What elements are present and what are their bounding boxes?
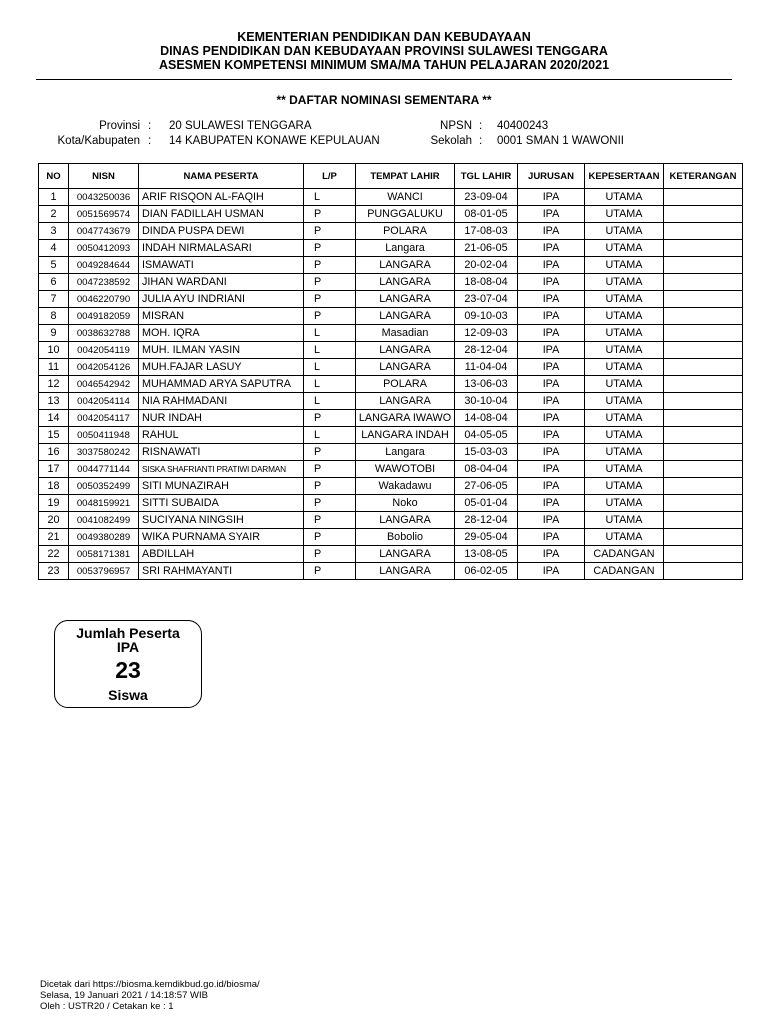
table-row xyxy=(39,563,743,580)
cell-keterangan xyxy=(664,376,743,393)
cell-keterangan xyxy=(664,206,743,223)
cell-no: 15 xyxy=(39,427,69,444)
cell-lp: P xyxy=(304,478,356,495)
cell-kepesertaan: UTAMA xyxy=(585,189,664,206)
cell-nisn: 0049284644 xyxy=(69,257,139,274)
kota-value: 14 KABUPATEN KONAWE KEPULAUAN xyxy=(169,135,380,147)
cell-no: 10 xyxy=(39,342,69,359)
cell-nama: ISMAWATI xyxy=(139,257,304,274)
cell-keterangan xyxy=(664,495,743,512)
cell-lp: L xyxy=(304,359,356,376)
footer-source: Dicetak dari https://biosma.kemdikbud.go.id/biosma/ xyxy=(40,979,260,990)
cell-tgl-lahir: 30-10-04 xyxy=(455,393,518,410)
cell-jurusan: IPA xyxy=(518,308,585,325)
cell-jurusan: IPA xyxy=(518,478,585,495)
cell-lp: P xyxy=(304,512,356,529)
cell-kepesertaan: UTAMA xyxy=(585,495,664,512)
cell-tempat-lahir: LANGARA xyxy=(356,393,455,410)
npsn-colon: : xyxy=(479,120,483,132)
cell-nama: MISRAN xyxy=(139,308,304,325)
cell-tempat-lahir: Masadian xyxy=(356,325,455,342)
col-header-kepesertaan: KEPESERTAAN xyxy=(585,164,664,189)
cell-nama: JULIA AYU INDRIANI xyxy=(139,291,304,308)
col-header-nisn: NISN xyxy=(69,164,139,189)
cell-tempat-lahir: LANGARA xyxy=(356,359,455,376)
col-header-lp: L/P xyxy=(304,164,356,189)
cell-kepesertaan: CADANGAN xyxy=(585,563,664,580)
cell-nama: SITI MUNAZIRAH xyxy=(139,478,304,495)
cell-nama: RAHUL xyxy=(139,427,304,444)
header-exam: ASESMEN KOMPETENSI MINIMUM SMA/MA TAHUN PELAJARAN 2020/2021 xyxy=(158,58,610,72)
cell-nisn: 0049182059 xyxy=(69,308,139,325)
cell-jurusan: IPA xyxy=(518,512,585,529)
cell-no: 20 xyxy=(39,512,69,529)
cell-tgl-lahir: 04-05-05 xyxy=(455,427,518,444)
table-row xyxy=(39,325,743,342)
cell-no: 8 xyxy=(39,308,69,325)
cell-lp: P xyxy=(304,240,356,257)
cell-tgl-lahir: 14-08-04 xyxy=(455,410,518,427)
page-title: ** DAFTAR NOMINASI SEMENTARA ** xyxy=(276,93,492,107)
cell-keterangan xyxy=(664,223,743,240)
provinsi-value: 20 SULAWESI TENGGARA xyxy=(169,120,312,132)
cell-keterangan xyxy=(664,427,743,444)
table-row xyxy=(39,206,743,223)
cell-tgl-lahir: 05-01-04 xyxy=(455,495,518,512)
cell-nisn: 0046542942 xyxy=(69,376,139,393)
npsn-value: 40400243 xyxy=(497,120,549,132)
cell-tempat-lahir: LANGARA IWAWO xyxy=(356,410,455,427)
cell-keterangan xyxy=(664,563,743,580)
table-row xyxy=(39,495,743,512)
cell-tgl-lahir: 11-04-04 xyxy=(455,359,518,376)
cell-keterangan xyxy=(664,444,743,461)
cell-nisn: 0053796957 xyxy=(69,563,139,580)
cell-nisn: 0046220790 xyxy=(69,291,139,308)
footer-timestamp: Selasa, 19 Januari 2021 / 14:18:57 WIB xyxy=(40,990,208,1001)
cell-no: 7 xyxy=(39,291,69,308)
cell-kepesertaan: UTAMA xyxy=(585,359,664,376)
cell-tempat-lahir: POLARA xyxy=(356,223,455,240)
cell-kepesertaan: UTAMA xyxy=(585,461,664,478)
cell-nisn: 0041082499 xyxy=(69,512,139,529)
cell-keterangan xyxy=(664,274,743,291)
cell-jurusan: IPA xyxy=(518,410,585,427)
cell-nisn: 0058171381 xyxy=(69,546,139,563)
cell-keterangan xyxy=(664,529,743,546)
cell-kepesertaan: UTAMA xyxy=(585,512,664,529)
sekolah-label: Sekolah xyxy=(430,135,472,147)
cell-nama: RISNAWATI xyxy=(139,444,304,461)
cell-kepesertaan: UTAMA xyxy=(585,291,664,308)
cell-lp: P xyxy=(304,461,356,478)
cell-lp: P xyxy=(304,257,356,274)
cell-keterangan xyxy=(664,546,743,563)
header-divider xyxy=(36,79,732,80)
table-row xyxy=(39,308,743,325)
table-row xyxy=(39,512,743,529)
cell-lp: P xyxy=(304,529,356,546)
cell-jurusan: IPA xyxy=(518,189,585,206)
cell-nisn: 0042054117 xyxy=(69,410,139,427)
cell-kepesertaan: UTAMA xyxy=(585,206,664,223)
cell-nisn: 0047743679 xyxy=(69,223,139,240)
summary-unit: Siswa xyxy=(108,687,148,703)
cell-no: 16 xyxy=(39,444,69,461)
cell-no: 23 xyxy=(39,563,69,580)
cell-jurusan: IPA xyxy=(518,563,585,580)
cell-keterangan xyxy=(664,325,743,342)
cell-kepesertaan: UTAMA xyxy=(585,274,664,291)
col-header-keterangan: KETERANGAN xyxy=(664,164,743,189)
cell-kepesertaan: UTAMA xyxy=(585,342,664,359)
cell-keterangan xyxy=(664,308,743,325)
cell-tempat-lahir: PUNGGALUKU xyxy=(356,206,455,223)
cell-lp: P xyxy=(304,308,356,325)
cell-jurusan: IPA xyxy=(518,461,585,478)
cell-tgl-lahir: 21-06-05 xyxy=(455,240,518,257)
cell-nisn: 0050352499 xyxy=(69,478,139,495)
cell-jurusan: IPA xyxy=(518,495,585,512)
school-info xyxy=(0,119,768,149)
cell-jurusan: IPA xyxy=(518,359,585,376)
cell-tgl-lahir: 20-02-04 xyxy=(455,257,518,274)
cell-tempat-lahir: LANGARA xyxy=(356,546,455,563)
cell-jurusan: IPA xyxy=(518,444,585,461)
cell-no: 14 xyxy=(39,410,69,427)
cell-tempat-lahir: LANGARA xyxy=(356,512,455,529)
cell-tgl-lahir: 28-12-04 xyxy=(455,342,518,359)
cell-lp: P xyxy=(304,291,356,308)
cell-kepesertaan: UTAMA xyxy=(585,240,664,257)
cell-lp: P xyxy=(304,206,356,223)
provinsi-label: Provinsi xyxy=(99,120,140,132)
table-row xyxy=(39,291,743,308)
cell-tempat-lahir: Bobolio xyxy=(356,529,455,546)
footer-operator: Oleh : USTR20 / Cetakan ke : 1 xyxy=(40,1001,174,1012)
cell-keterangan xyxy=(664,410,743,427)
cell-nisn: 0049380289 xyxy=(69,529,139,546)
cell-no: 5 xyxy=(39,257,69,274)
cell-keterangan xyxy=(664,257,743,274)
cell-tempat-lahir: Langara xyxy=(356,444,455,461)
cell-jurusan: IPA xyxy=(518,223,585,240)
cell-nisn: 0042054114 xyxy=(69,393,139,410)
cell-tgl-lahir: 18-08-04 xyxy=(455,274,518,291)
cell-nisn: 0048159921 xyxy=(69,495,139,512)
cell-kepesertaan: UTAMA xyxy=(585,393,664,410)
cell-tgl-lahir: 29-05-04 xyxy=(455,529,518,546)
cell-nama: SRI RAHMAYANTI xyxy=(139,563,304,580)
kota-colon: : xyxy=(148,135,152,147)
cell-no: 11 xyxy=(39,359,69,376)
cell-nama: WIKA PURNAMA SYAIR xyxy=(139,529,304,546)
cell-jurusan: IPA xyxy=(518,291,585,308)
cell-tempat-lahir: Wakadawu xyxy=(356,478,455,495)
cell-kepesertaan: UTAMA xyxy=(585,444,664,461)
cell-nama: SUCIYANA NINGSIH xyxy=(139,512,304,529)
col-header-tgl-lahir: TGL LAHIR xyxy=(455,164,518,189)
cell-keterangan xyxy=(664,478,743,495)
cell-lp: L xyxy=(304,393,356,410)
cell-no: 3 xyxy=(39,223,69,240)
kota-label: Kota/Kabupaten xyxy=(57,135,140,147)
cell-nama: ARIF RISQON AL-FAQIH xyxy=(139,189,304,206)
cell-nama: MUHAMMAD ARYA SAPUTRA xyxy=(139,376,304,393)
cell-nisn: 0042054126 xyxy=(69,359,139,376)
cell-lp: P xyxy=(304,444,356,461)
cell-no: 13 xyxy=(39,393,69,410)
cell-jurusan: IPA xyxy=(518,342,585,359)
sekolah-colon: : xyxy=(479,135,483,147)
table-row xyxy=(39,546,743,563)
cell-no: 19 xyxy=(39,495,69,512)
cell-kepesertaan: UTAMA xyxy=(585,223,664,240)
cell-nisn: 0050412093 xyxy=(69,240,139,257)
document-header xyxy=(0,30,768,72)
cell-jurusan: IPA xyxy=(518,257,585,274)
header-agency: DINAS PENDIDIKAN DAN KEBUDAYAAN PROVINSI SULAWESI TENGGARA xyxy=(160,44,608,58)
cell-lp: P xyxy=(304,495,356,512)
cell-tgl-lahir: 06-02-05 xyxy=(455,563,518,580)
cell-jurusan: IPA xyxy=(518,427,585,444)
cell-nama: NIA RAHMADANI xyxy=(139,393,304,410)
cell-nama: MUH.FAJAR LASUY xyxy=(139,359,304,376)
cell-tgl-lahir: 12-09-03 xyxy=(455,325,518,342)
cell-kepesertaan: UTAMA xyxy=(585,325,664,342)
cell-nama: INDAH NIRMALASARI xyxy=(139,240,304,257)
cell-no: 2 xyxy=(39,206,69,223)
cell-lp: L xyxy=(304,427,356,444)
table-row xyxy=(39,376,743,393)
cell-lp: L xyxy=(304,342,356,359)
cell-lp: L xyxy=(304,189,356,206)
cell-lp: P xyxy=(304,274,356,291)
cell-tgl-lahir: 15-03-03 xyxy=(455,444,518,461)
cell-nisn: 0043250036 xyxy=(69,189,139,206)
cell-tempat-lahir: POLARA xyxy=(356,376,455,393)
cell-tempat-lahir: LANGARA xyxy=(356,342,455,359)
cell-kepesertaan: UTAMA xyxy=(585,257,664,274)
cell-no: 6 xyxy=(39,274,69,291)
cell-nisn: 0042054119 xyxy=(69,342,139,359)
cell-keterangan xyxy=(664,189,743,206)
cell-keterangan xyxy=(664,393,743,410)
cell-no: 21 xyxy=(39,529,69,546)
print-footer xyxy=(40,979,260,1012)
cell-no: 1 xyxy=(39,189,69,206)
table-body xyxy=(39,189,743,580)
sekolah-value: 0001 SMAN 1 WAWONII xyxy=(497,135,624,147)
cell-no: 4 xyxy=(39,240,69,257)
cell-nisn: 0051569574 xyxy=(69,206,139,223)
cell-nama: MOH. IQRA xyxy=(139,325,304,342)
cell-tgl-lahir: 23-09-04 xyxy=(455,189,518,206)
provinsi-colon: : xyxy=(148,120,152,132)
cell-nama: DIAN FADILLAH USMAN xyxy=(139,206,304,223)
cell-nisn: 0038632788 xyxy=(69,325,139,342)
cell-tempat-lahir: Langara xyxy=(356,240,455,257)
cell-jurusan: IPA xyxy=(518,529,585,546)
cell-tempat-lahir: LANGARA xyxy=(356,274,455,291)
cell-tgl-lahir: 13-06-03 xyxy=(455,376,518,393)
cell-nama: SISKA SHAFRIANTI PRATIWI DARMAN xyxy=(139,461,304,478)
cell-nama: SITTI SUBAIDA xyxy=(139,495,304,512)
cell-nisn: 3037580242 xyxy=(69,444,139,461)
table-row xyxy=(39,427,743,444)
cell-jurusan: IPA xyxy=(518,240,585,257)
cell-keterangan xyxy=(664,342,743,359)
cell-kepesertaan: UTAMA xyxy=(585,308,664,325)
cell-tempat-lahir: LANGARA xyxy=(356,291,455,308)
cell-nama: ABDILLAH xyxy=(139,546,304,563)
cell-tgl-lahir: 27-06-05 xyxy=(455,478,518,495)
cell-lp: P xyxy=(304,410,356,427)
cell-jurusan: IPA xyxy=(518,325,585,342)
cell-lp: P xyxy=(304,563,356,580)
cell-nama: DINDA PUSPA DEWI xyxy=(139,223,304,240)
cell-tempat-lahir: LANGARA xyxy=(356,257,455,274)
table-row xyxy=(39,189,743,206)
cell-tgl-lahir: 08-01-05 xyxy=(455,206,518,223)
col-header-tempat-lahir: TEMPAT LAHIR xyxy=(356,164,455,189)
table-header-row xyxy=(39,164,743,189)
col-header-no: NO xyxy=(39,164,69,189)
cell-tgl-lahir: 08-04-04 xyxy=(455,461,518,478)
cell-nisn: 0050411948 xyxy=(69,427,139,444)
cell-keterangan xyxy=(664,359,743,376)
cell-tempat-lahir: WAWOTOBI xyxy=(356,461,455,478)
table-row xyxy=(39,240,743,257)
cell-tgl-lahir: 17-08-03 xyxy=(455,223,518,240)
cell-no: 9 xyxy=(39,325,69,342)
col-header-jurusan: JURUSAN xyxy=(518,164,585,189)
cell-keterangan xyxy=(664,461,743,478)
cell-tgl-lahir: 09-10-03 xyxy=(455,308,518,325)
summary-jurusan: IPA xyxy=(116,639,140,655)
table-row xyxy=(39,342,743,359)
cell-jurusan: IPA xyxy=(518,206,585,223)
cell-no: 12 xyxy=(39,376,69,393)
cell-lp: L xyxy=(304,325,356,342)
cell-kepesertaan: UTAMA xyxy=(585,427,664,444)
cell-no: 18 xyxy=(39,478,69,495)
npsn-label: NPSN xyxy=(440,120,472,132)
cell-nisn: 0047238592 xyxy=(69,274,139,291)
table-row xyxy=(39,223,743,240)
table-row xyxy=(39,410,743,427)
col-header-nama: NAMA PESERTA xyxy=(139,164,304,189)
nomination-table xyxy=(38,163,743,580)
cell-kepesertaan: UTAMA xyxy=(585,529,664,546)
cell-jurusan: IPA xyxy=(518,393,585,410)
cell-lp: P xyxy=(304,223,356,240)
table-row xyxy=(39,393,743,410)
cell-kepesertaan: UTAMA xyxy=(585,478,664,495)
cell-jurusan: IPA xyxy=(518,376,585,393)
cell-nama: JIHAN WARDANI xyxy=(139,274,304,291)
summary-count: 23 xyxy=(115,657,141,683)
summary-title: Jumlah Peserta xyxy=(76,625,180,641)
table-row xyxy=(39,274,743,291)
table-row xyxy=(39,257,743,274)
table-row xyxy=(39,359,743,376)
cell-tempat-lahir: WANCI xyxy=(356,189,455,206)
cell-nisn: 0044771144 xyxy=(69,461,139,478)
cell-no: 17 xyxy=(39,461,69,478)
cell-tgl-lahir: 13-08-05 xyxy=(455,546,518,563)
cell-kepesertaan: CADANGAN xyxy=(585,546,664,563)
cell-jurusan: IPA xyxy=(518,274,585,291)
cell-tempat-lahir: LANGARA xyxy=(356,308,455,325)
cell-lp: L xyxy=(304,376,356,393)
cell-lp: P xyxy=(304,546,356,563)
cell-nama: NUR INDAH xyxy=(139,410,304,427)
cell-kepesertaan: UTAMA xyxy=(585,410,664,427)
table-row xyxy=(39,478,743,495)
cell-keterangan xyxy=(664,240,743,257)
participant-summary-box xyxy=(54,620,202,708)
cell-no: 22 xyxy=(39,546,69,563)
cell-tempat-lahir: Noko xyxy=(356,495,455,512)
table-row xyxy=(39,529,743,546)
cell-tempat-lahir: LANGARA xyxy=(356,563,455,580)
table-row xyxy=(39,461,743,478)
header-ministry: KEMENTERIAN PENDIDIKAN DAN KEBUDAYAAN xyxy=(237,30,531,44)
table-row xyxy=(39,444,743,461)
cell-tempat-lahir: LANGARA INDAH xyxy=(356,427,455,444)
cell-keterangan xyxy=(664,512,743,529)
cell-kepesertaan: UTAMA xyxy=(585,376,664,393)
cell-nama: MUH. ILMAN YASIN xyxy=(139,342,304,359)
cell-keterangan xyxy=(664,291,743,308)
cell-jurusan: IPA xyxy=(518,546,585,563)
cell-tgl-lahir: 28-12-04 xyxy=(455,512,518,529)
cell-tgl-lahir: 23-07-04 xyxy=(455,291,518,308)
